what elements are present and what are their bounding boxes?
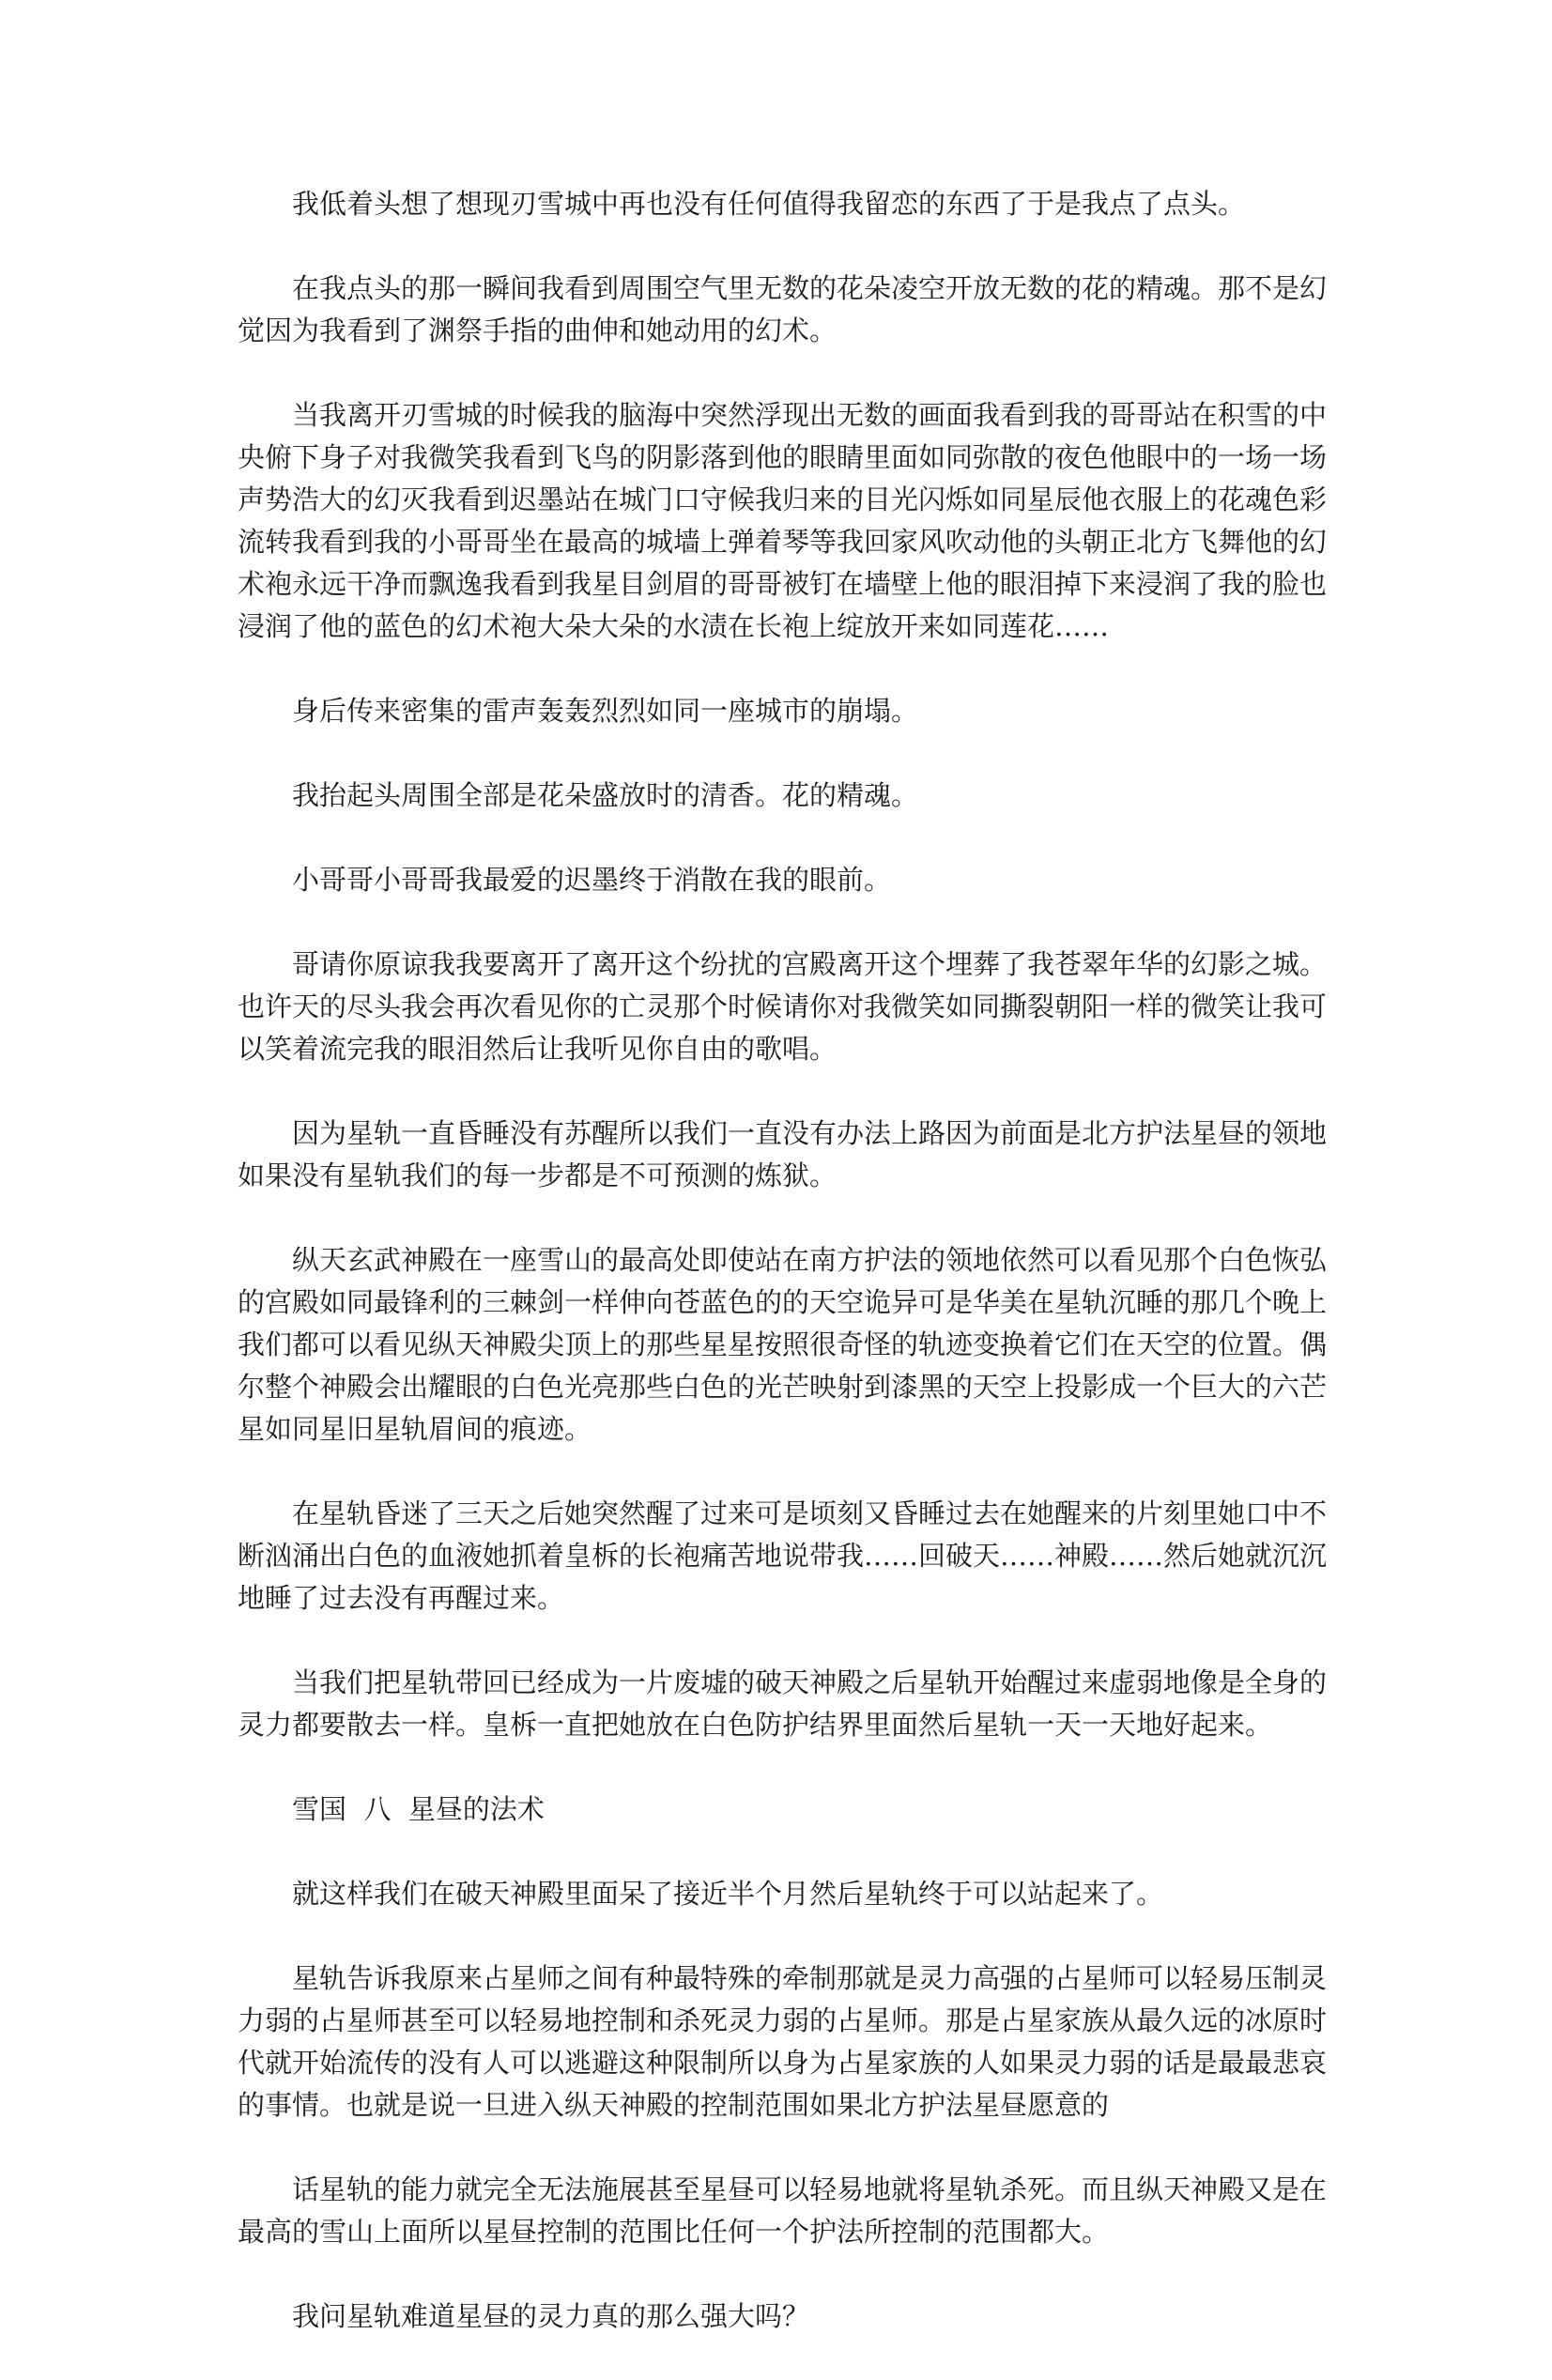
paragraph: 在星轨昏迷了三天之后她突然醒了过来可是顷刻又昏睡过去在她醒来的片刻里她口中不断汹涌出白色的血液她抓着皇柝的长袍痛苦地说带我……回破天……神殿……然后她就沉沉地睡了过去没有再醒过来。	[238, 1497, 1328, 1614]
paragraph: 哥请你原谅我我要离开了离开这个纷扰的宫殿离开这个埋葬了我苍翠年华的幻影之城。也许天的尽头我会再次看见你的亡灵那个时候请你对我微笑如同撕裂朝阳一样的微笑让我可以笑着流完我的眼泪然后让我听见你自由的歌唱。	[238, 948, 1328, 1065]
paragraph: 就这样我们在破天神殿里面呆了接近半个月然后星轨终于可以站起来了。	[292, 1878, 1164, 1910]
paragraph: 星轨告诉我原来占星师之间有种最特殊的牵制那就是灵力高强的占星师可以轻易压制灵力弱的占星师甚至可以轻易地控制和杀死灵力弱的占星师。那是占星家族从最久远的冰原时代就开始流传的没有人可以逃避这种限制所以身为占星家族的人如果灵力弱的话是最最悲哀的事情。也就是说一旦进入纵天神殿的控制范围如果北方护法星昼愿意的	[238, 1962, 1328, 2121]
paragraph: 我低着头想了想现刃雪城中再也没有任何值得我留恋的东西了于是我点了点头。	[292, 188, 1246, 220]
paragraph: 纵天玄武神殿在一座雪山的最高处即使站在南方护法的领地依然可以看见那个白色恢弘的宫殿如同最锋利的三棘剑一样伸向苍蓝色的的天空诡异可是华美在星轨沉睡的那几个晚上我们都可以看见纵天神殿尖顶上的那些星星按照很奇怪的轨迹变换着它们在天空的位置。偶尔整个神殿会出耀眼的白色光亮那些白色的光芒映射到漆黑的天空上投影成一个巨大的六芒星如同星旧星轨眉间的痕迹。	[238, 1244, 1328, 1445]
chapter-heading: 雪国 八 星昼的法术	[292, 1793, 545, 1825]
paragraph: 小哥哥小哥哥我最爱的迟墨终于消散在我的眼前。	[292, 864, 892, 896]
paragraph: 在我点头的那一瞬间我看到周围空气里无数的花朵凌空开放无数的花的精魂。那不是幻觉因为我看到了渊祭手指的曲伸和她动用的幻术。	[238, 272, 1328, 346]
document-body	[238, 183, 1327, 2380]
paragraph: 我抬起头周围全部是花朵盛放时的清香。花的精魂。	[292, 779, 919, 811]
paragraph: 当我们把星轨带回已经成为一片废墟的破天神殿之后星轨开始醒过来虚弱地像是全身的灵力都要散去一样。皇柝一直把她放在白色防护结界里面然后星轨一天一天地好起来。	[238, 1666, 1328, 1741]
paragraph: 我问星轨难道星昼的灵力真的那么强大吗？	[292, 2300, 810, 2332]
paragraph: 身后传来密集的雷声轰轰烈烈如同一座城市的崩塌。	[292, 695, 919, 727]
paragraph: 当我离开刃雪城的时候我的脑海中突然浮现出无数的画面我看到我的哥哥站在积雪的中央俯下身子对我微笑我看到飞鸟的阴影落到他的眼睛里面如同弥散的夜色他眼中的一场一场声势浩大的幻灭我看到迟墨站在城门口守候我归来的目光闪烁如同星辰他衣服上的花魂色彩流转我看到我的小哥哥坐在最高的城墙上弹着琴等我回家风吹动他的头朝正北方飞舞他的幻术袍永远干净而飘逸我看到我星目剑眉的哥哥被钉在墙壁上他的眼泪掉下来浸润了我的脸也浸润了他的蓝色的幻术袍大朵大朵的水渍在长袍上绽放开来如同莲花……	[238, 399, 1328, 642]
paragraph: 因为星轨一直昏睡没有苏醒所以我们一直没有办法上路因为前面是北方护法星昼的领地如果没有星轨我们的每一步都是不可预测的炼狱。	[238, 1117, 1328, 1191]
paragraph: 话星轨的能力就完全无法施展甚至星昼可以轻易地就将星轨杀死。而且纵天神殿又是在最高的雪山上面所以星昼控制的范围比任何一个护法所控制的范围都大。	[238, 2173, 1328, 2248]
